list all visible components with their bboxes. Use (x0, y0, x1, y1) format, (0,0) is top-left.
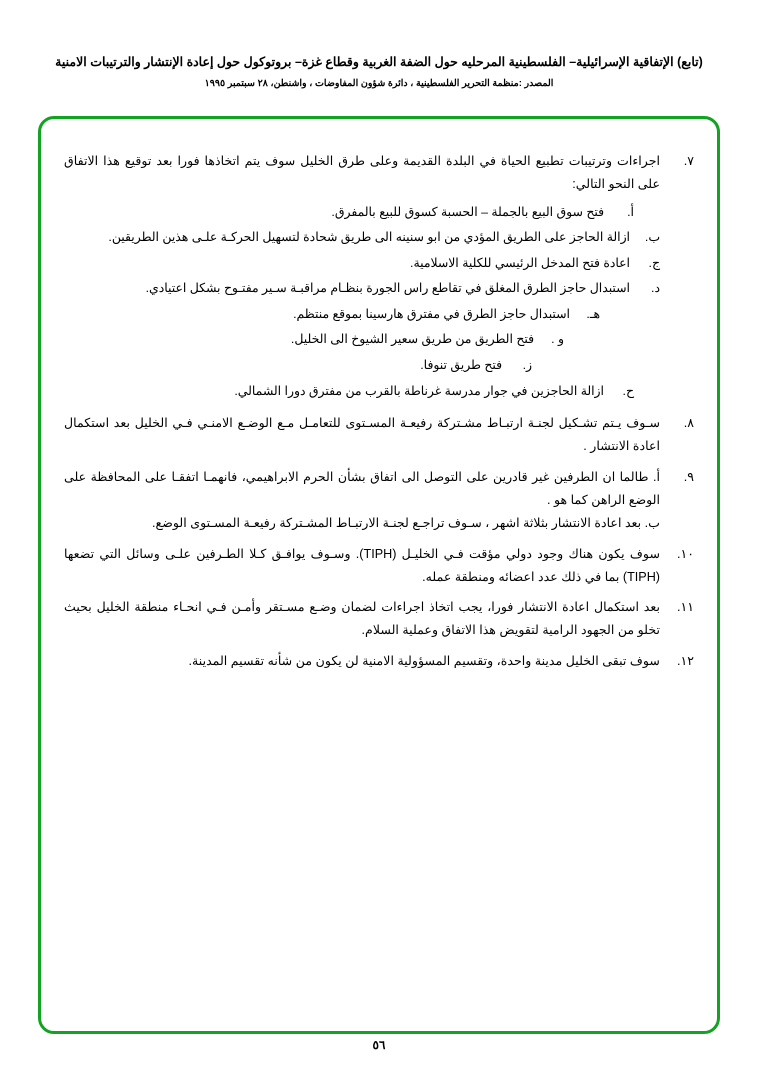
subclause-text: فتح الطريق من طريق سعير الشيوخ الى الخليل. (290, 332, 534, 347)
clause-text: سوف يكون هناك وجود دولي مؤقت فـي الخليـل (TIPH). وسـوف يوافـق كـلا الطـرفين علـى وسائل التي تضعها (TIPH) بما في ذلك عدد اعضائه ومنطقة عمله. (64, 546, 660, 584)
page-number: ٥٦ (372, 1038, 386, 1052)
subclause-item (64, 277, 660, 301)
subclause-item (64, 354, 660, 378)
subclause-text: ازالة الحاجزين في جوار مدرسة غرناطة بالقرب من مفترق دورا الشمالي. (234, 383, 604, 398)
subclause-text: استبدال حاجز الطرق في مفترق هارسينا بموقع منتظم. (293, 306, 570, 321)
document-title: (تابع) الإتفاقية الإسرائيلية– الفلسطينية المرحليه حول الضفة الغربية وقطاع غزة– بروتوكول حول إعادة الإنتشار والترتيبات الامنية (55, 55, 703, 69)
clause-number: ٧. (683, 154, 694, 168)
subclause-text: فتح طريق تنوفا. (420, 357, 502, 372)
clause-body (64, 650, 660, 673)
clause-number: ١١. (676, 600, 694, 615)
clause-body (64, 466, 660, 536)
subclause-item (64, 226, 660, 250)
subclause-item (64, 328, 660, 352)
clause-number: ١٢. (676, 653, 694, 668)
clause-item (64, 543, 694, 590)
document-source-line: المصدر :منظمة التحرير الفلسطينية ، دائرة شؤون المفاوضات ، واشنطن، ٢٨ سبتمبر ١٩٩٥ (204, 77, 554, 89)
subclause-letter: د. (651, 281, 660, 296)
subclause-item (64, 380, 660, 404)
document-header (0, 54, 758, 89)
subclause-text: اعادة فتح المدخل الرئيسي للكلية الاسلامية. (410, 255, 630, 270)
clause-item (64, 650, 694, 673)
clause-item (64, 466, 694, 536)
document-body (64, 150, 694, 680)
clause-body (64, 412, 660, 459)
clause-text-secondary: ب. بعد اعادة الانتشار بثلاثة اشهر ، سـوف تراجـع لجنـة الارتبـاط المشـتركة رفيعـة المسـتوى الوضع. (152, 516, 660, 531)
clause-body (64, 543, 660, 590)
clause-text: اجراءات وترتيبات تطبيع الحياة في البلدة القديمة وعلى طرق الخليل سوف يتم اتخاذها فورا بعد توقيع هذا الاتفاق على النحو التالي: (64, 154, 660, 192)
subclause-item (64, 252, 660, 276)
subclause-text: ازالة الحاجز على الطريق المؤدي من ابو سنينه الى طريق شحادة لتسهيل الحركـة علـى هذين الطريقين. (108, 230, 630, 245)
subclause-text: استبدال حاجز الطرق المغلق في تقاطع راس الجورة بنظـام مراقبـة سـير مفتـوح بشكل اعتيادي. (145, 281, 630, 296)
clause-body (64, 150, 660, 405)
subclause-item (64, 303, 660, 327)
clause-item (64, 150, 694, 405)
subclause-text: فتح سوق البيع بالجملة – الحسبة كسوق للبيع بالمفرق. (331, 204, 604, 219)
clause-number: ٨. (683, 416, 694, 431)
subclause-letter: ب. (644, 230, 660, 245)
subclause-letter: هـ. (586, 306, 600, 321)
clause-number: ٩. (683, 469, 694, 484)
subclause-letter: أ. (627, 204, 634, 219)
clause-number: ١٠. (676, 546, 694, 561)
subclause-item (64, 201, 660, 225)
clause-text: سوف تبقى الخليل مدينة واحدة، وتقسيم المسؤولية الامنية لن يكون من شأنه تقسيم المدينة. (188, 653, 660, 668)
subclause-letter: ح. (622, 383, 634, 398)
subclause-list (64, 201, 660, 404)
subclause-letter: ز. (522, 357, 532, 372)
clause-body (64, 596, 660, 643)
clause-item (64, 596, 694, 643)
clause-text: بعد استكمال اعادة الانتشار فورا، يجب اتخاذ اجراءات لضمان وضـع مسـتقر وأمـن فـي انحـاء منطقة الخليل بحيث تخلو من الجهود الرامية لتقويض هذا الاتفاق وعملية السلام. (64, 600, 660, 638)
clause-text: سـوف يـتم تشـكيل لجنـة ارتبـاط مشـتركة رفيعـة المسـتوى للتعامـل مـع الوضـع الامنـي فـي الخليل بعد استكمال اعادة الانتشار . (64, 416, 660, 454)
clause-item (64, 412, 694, 459)
clause-text: أ. طالما ان الطرفين غير قادرين على التوصل الى اتفاق بشأن الحرم الابراهيمي، فانهمـا اتفقـا على المحافظة على الوضع الراهن كما هو . (64, 469, 660, 507)
subclause-letter: و . (551, 332, 564, 347)
subclause-letter: ج. (648, 255, 660, 270)
